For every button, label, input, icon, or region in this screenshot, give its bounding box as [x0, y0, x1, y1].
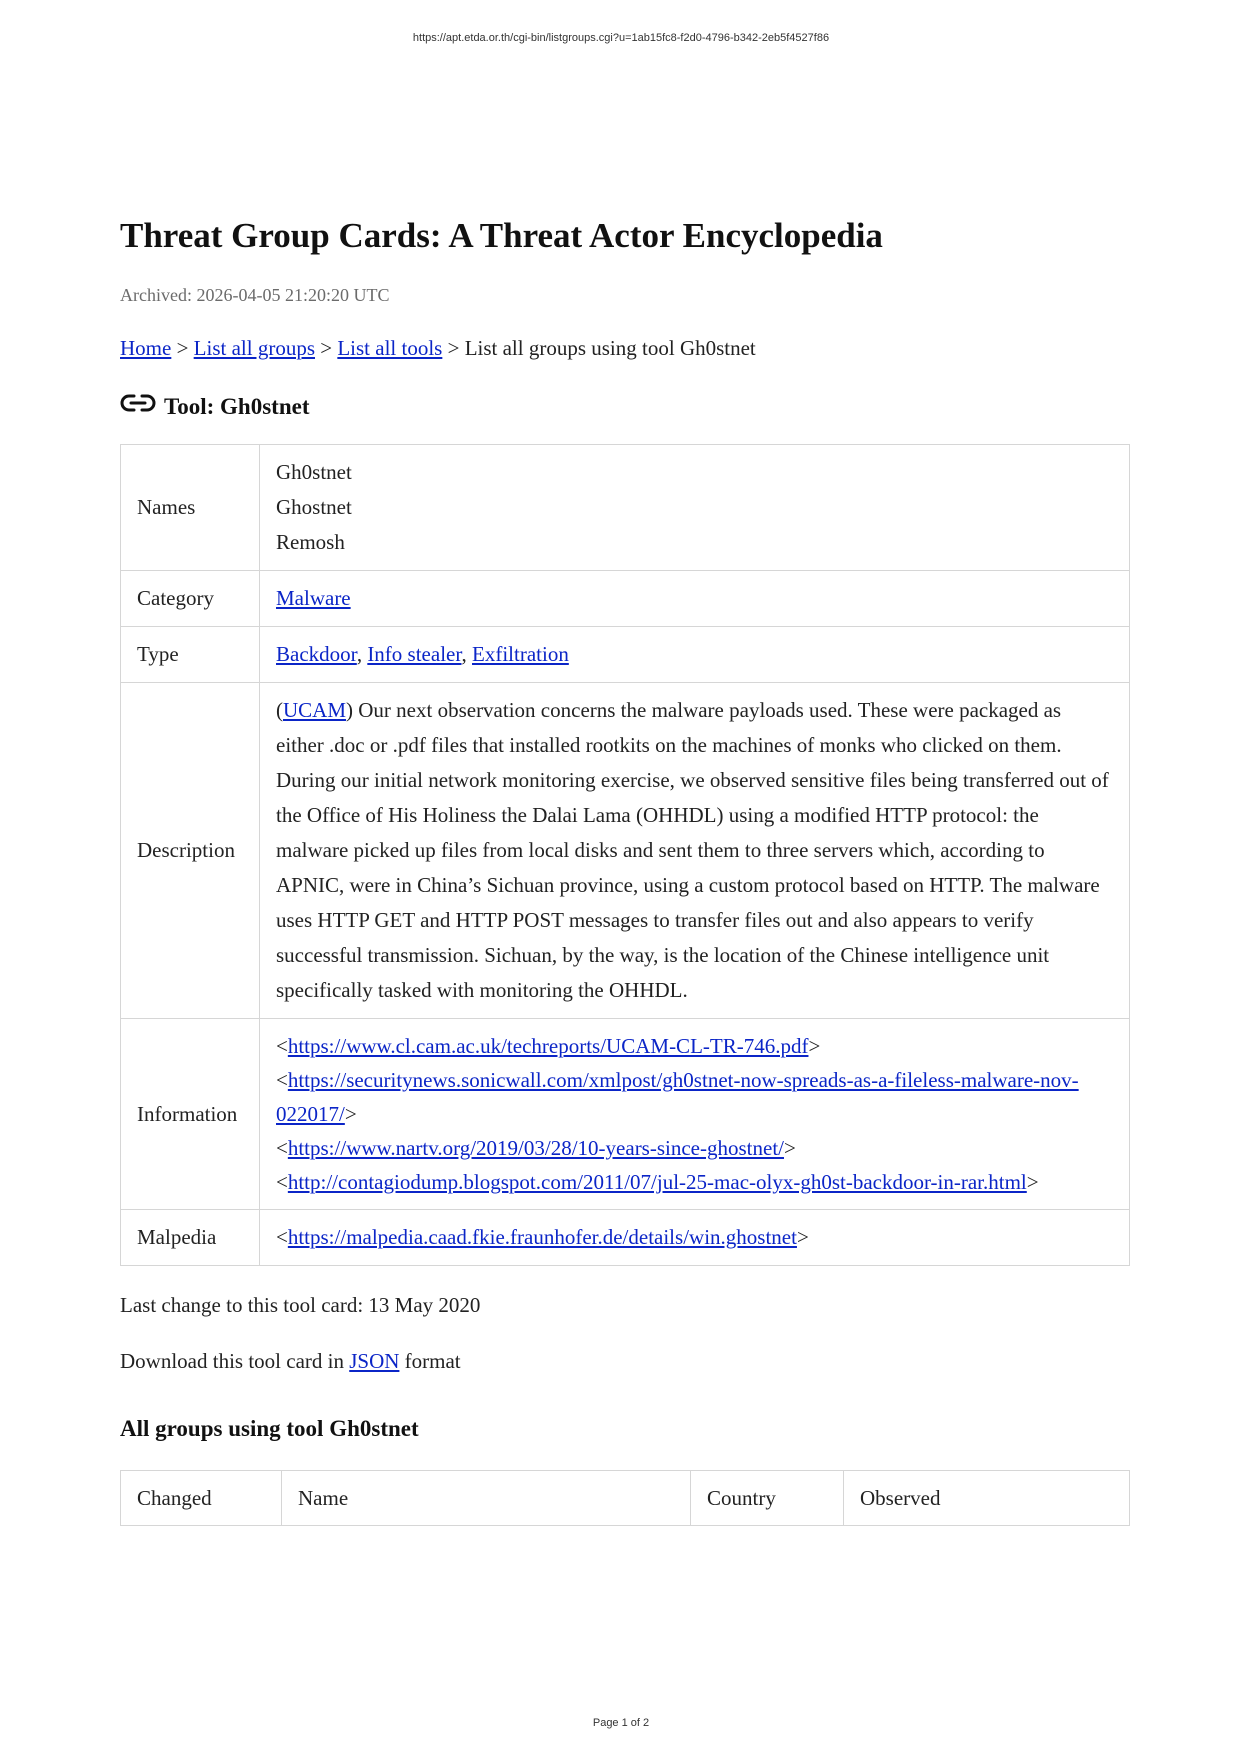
information-label: Information — [121, 1019, 260, 1210]
type-value — [260, 627, 1130, 683]
groups-heading: All groups using tool Gh0stnet — [120, 1416, 419, 1441]
angle-open: < — [276, 1225, 288, 1249]
type-label: Type — [121, 627, 260, 683]
name-item: Remosh — [276, 530, 345, 554]
description-source-link[interactable]: UCAM — [283, 698, 347, 722]
download-json-link[interactable]: JSON — [349, 1349, 400, 1373]
name-item: Ghostnet — [276, 495, 352, 519]
table-row — [121, 571, 1130, 627]
column-header-changed[interactable]: Changed — [121, 1471, 282, 1526]
column-header-country[interactable]: Country — [691, 1471, 844, 1526]
download-suffix: format — [399, 1349, 461, 1373]
information-links — [276, 1029, 1113, 1199]
angle-close: > — [344, 1102, 357, 1126]
table-row — [121, 1019, 1130, 1210]
angle-open: < — [276, 1170, 288, 1194]
page-title: Threat Group Cards: A Threat Actor Encyclopedia — [120, 216, 883, 255]
print-footer-page-number: Page 1 of 2 — [592, 1717, 650, 1729]
angle-close: > — [808, 1034, 821, 1058]
tool-heading — [120, 392, 1130, 422]
malpedia-label: Malpedia — [121, 1210, 260, 1266]
type-separator: , — [356, 642, 368, 666]
print-header-url: https://apt.etda.or.th/cgi-bin/listgroups.cgi?u=1ab15fc8-f2d0-4796-b342-2eb5f4527f86 — [412, 32, 830, 44]
download-prefix: Download this tool card in — [120, 1349, 350, 1373]
breadcrumb-all-groups-link[interactable]: List all groups — [193, 336, 315, 360]
information-link[interactable]: https://www.nartv.org/2019/03/28/10-years-since-ghostnet/ — [287, 1136, 784, 1160]
column-header-observed[interactable]: Observed — [844, 1471, 1130, 1526]
angle-open: < — [276, 1068, 288, 1092]
download-line — [120, 1346, 1130, 1376]
information-link-item — [276, 1131, 1113, 1165]
breadcrumb-home-link[interactable]: Home — [120, 336, 172, 360]
description-text: ) Our next observation concerns the malware payloads used. These were packaged as either .doc or .pdf files that installed rootkits on the machines of monks who clicked on them. During our initial network monitoring exercise, we observed sensitive files being transferred out of the Office of His Holiness the Dalai Lama (OHHDL) using a modified HTTP protocol: the malware picked up files from local disks and sent them to three servers which, according to APNIC, were in China’s Sichuan province, using a custom protocol based on HTTP. The malware uses HTTP GET and HTTP POST messages to transfer files out and also appears to verify successful transmission. Sichuan, by the way, is the location of the Chinese intelligence unit specifically tasked with monitoring the OHHDL. — [276, 698, 1109, 1002]
category-value — [260, 571, 1130, 627]
names-label: Names — [121, 445, 260, 571]
names-list — [276, 455, 1113, 560]
type-backdoor-link[interactable]: Backdoor — [276, 642, 357, 666]
description-label: Description — [121, 683, 260, 1019]
column-header-name[interactable]: Name — [282, 1471, 691, 1526]
angle-close: > — [1026, 1170, 1039, 1194]
link-icon — [120, 390, 156, 416]
information-value — [260, 1019, 1130, 1210]
table-row — [121, 445, 1130, 571]
malpedia-value — [260, 1210, 1130, 1266]
main-content — [120, 212, 1130, 1526]
description-open-paren: ( — [276, 698, 283, 722]
information-link-item — [276, 1029, 1113, 1063]
angle-close: > — [784, 1136, 796, 1160]
angle-open: < — [276, 1034, 288, 1058]
breadcrumb-separator: > — [171, 336, 194, 360]
information-link-item — [276, 1063, 1113, 1131]
type-exfiltration-link[interactable]: Exfiltration — [472, 642, 569, 666]
information-link[interactable]: https://securitynews.sonicwall.com/xmlpost/gh0stnet-now-spreads-as-a-fileless-malware-nov-022017/ — [276, 1068, 1079, 1126]
information-link[interactable]: https://www.cl.cam.ac.uk/techreports/UCAM-CL-TR-746.pdf — [287, 1034, 809, 1058]
information-link-item — [276, 1165, 1113, 1199]
table-row — [121, 627, 1130, 683]
tool-card-table — [120, 444, 1130, 1266]
table-row — [121, 683, 1130, 1019]
breadcrumb-separator: > — [315, 336, 338, 360]
breadcrumb — [120, 334, 1130, 362]
type-info-stealer-link[interactable]: Info stealer — [367, 642, 462, 666]
description-value — [260, 683, 1130, 1019]
angle-open: < — [276, 1136, 288, 1160]
table-row — [121, 1210, 1130, 1266]
angle-close: > — [796, 1225, 809, 1249]
table-header-row — [121, 1471, 1130, 1526]
category-label: Category — [121, 571, 260, 627]
name-item: Gh0stnet — [276, 460, 352, 484]
breadcrumb-all-tools-link[interactable]: List all tools — [337, 336, 443, 360]
breadcrumb-separator: > — [442, 336, 465, 360]
category-malware-link[interactable]: Malware — [276, 586, 351, 610]
groups-table — [120, 1470, 1130, 1526]
information-link[interactable]: http://contagiodump.blogspot.com/2011/07/jul-25-mac-olyx-gh0st-backdoor-in-rar.html — [287, 1170, 1027, 1194]
tool-heading-text: Tool: Gh0stnet — [164, 394, 310, 419]
malpedia-link[interactable]: https://malpedia.caad.fkie.fraunhofer.de/details/win.ghostnet — [287, 1225, 797, 1249]
names-value — [260, 445, 1130, 571]
type-separator: , — [461, 642, 473, 666]
last-change-text: Last change to this tool card: 13 May 2020 — [120, 1293, 481, 1317]
archived-timestamp: Archived: 2026-04-05 21:20:20 UTC — [120, 285, 390, 305]
breadcrumb-current: List all groups using tool Gh0stnet — [464, 336, 756, 360]
